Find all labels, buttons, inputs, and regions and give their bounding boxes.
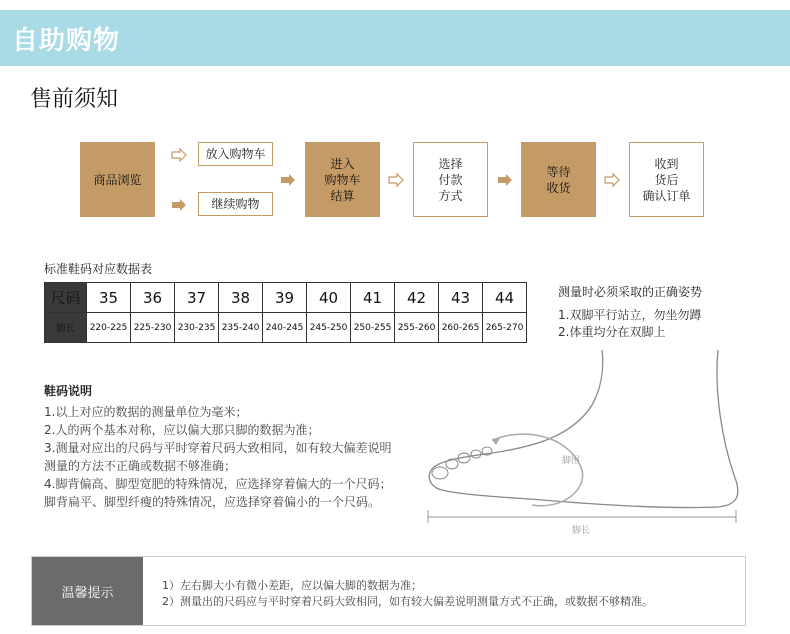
- flow-step-continue: 继续购物: [198, 192, 273, 216]
- size-table-title: 标准鞋码对应数据表: [44, 262, 153, 276]
- size-cell: 42: [395, 283, 439, 313]
- size-cell: 38: [219, 283, 263, 313]
- row-header-size: 尺码: [45, 283, 87, 313]
- length-cell: 225-230: [131, 313, 175, 343]
- length-cell: 255-260: [395, 313, 439, 343]
- size-cell: 36: [131, 283, 175, 313]
- tips-label: 温馨提示: [32, 557, 143, 625]
- size-cell: 35: [87, 283, 131, 313]
- tips-panel: [31, 556, 746, 626]
- length-cell: 260-265: [439, 313, 483, 343]
- row-header-length: 脚长: [45, 313, 87, 343]
- posture-item: 1.双脚平行站立，勿坐勿蹲: [558, 308, 702, 322]
- size-cell: 44: [483, 283, 527, 313]
- note-line: 测量的方法不正确或数据不够准确；: [44, 459, 237, 473]
- arrow-outline-icon: [604, 173, 620, 187]
- length-cell: 250-255: [351, 313, 395, 343]
- size-cell: 39: [263, 283, 307, 313]
- arrow-solid-icon: [280, 173, 296, 187]
- flow-step-receive: 收到 货后 确认订单: [629, 142, 704, 217]
- posture-item: 2.体重均分在双脚上: [558, 325, 666, 339]
- length-cell: 230-235: [175, 313, 219, 343]
- note-line: 4.脚背偏高、脚型宽肥的特殊情况，应选择穿着偏大的一个尺码；: [44, 477, 392, 491]
- foot-diagram-icon: [422, 345, 742, 535]
- size-cell: 41: [351, 283, 395, 313]
- arrow-outline-icon: [171, 148, 187, 162]
- foot-length-label: 脚长: [572, 526, 591, 535]
- length-cell: 220-225: [87, 313, 131, 343]
- arrow-solid-icon: [171, 198, 187, 212]
- size-cell: 43: [439, 283, 483, 313]
- header-banner: [0, 10, 790, 66]
- foot-girth-label: 脚围: [562, 456, 581, 466]
- posture-title: 测量时必须采取的正确姿势: [558, 285, 703, 299]
- arrow-outline-icon: [388, 173, 404, 187]
- length-cell: 240-245: [263, 313, 307, 343]
- table-row: [45, 313, 527, 343]
- size-table: [44, 282, 527, 343]
- note-line: 2.人的两个基本对称，应以偏大那只脚的数据为准；: [44, 423, 320, 437]
- length-cell: 245-250: [307, 313, 351, 343]
- tip-line: 2）测量出的尺码应与平时穿着尺码大致相同，如有较大偏差说明测量方式不正确，或数据不够精准。: [162, 595, 653, 608]
- length-cell: 265-270: [483, 313, 527, 343]
- note-line: 3.测量对应出的尺码与平时穿着尺码大致相同，如有较大偏差说明: [44, 441, 392, 455]
- size-cell: 40: [307, 283, 351, 313]
- page-title: 售前须知: [30, 87, 119, 112]
- size-cell: 37: [175, 283, 219, 313]
- flow-step-payment: 选择 付款 方式: [413, 142, 488, 217]
- note-line: 脚背扁平、脚型纤瘦的特殊情况，应选择穿着偏小的一个尺码。: [44, 495, 381, 509]
- banner-title: 自助购物: [12, 26, 121, 56]
- tip-line: 1）左右脚大小有微小差距，应以偏大脚的数据为准；: [162, 579, 422, 592]
- notes-title: 鞋码说明: [44, 384, 93, 398]
- flow-step-wait: 等待 收货: [521, 142, 596, 217]
- flow-step-add-cart: 放入购物车: [198, 142, 273, 166]
- length-cell: 235-240: [219, 313, 263, 343]
- table-row: [45, 283, 527, 313]
- flow-step-checkout: 进入 购物车 结算: [305, 142, 380, 217]
- note-line: 1.以上对应的数据的测量单位为毫米；: [44, 405, 248, 419]
- flow-step-browse: 商品浏览: [80, 142, 155, 217]
- arrow-solid-icon: [497, 173, 513, 187]
